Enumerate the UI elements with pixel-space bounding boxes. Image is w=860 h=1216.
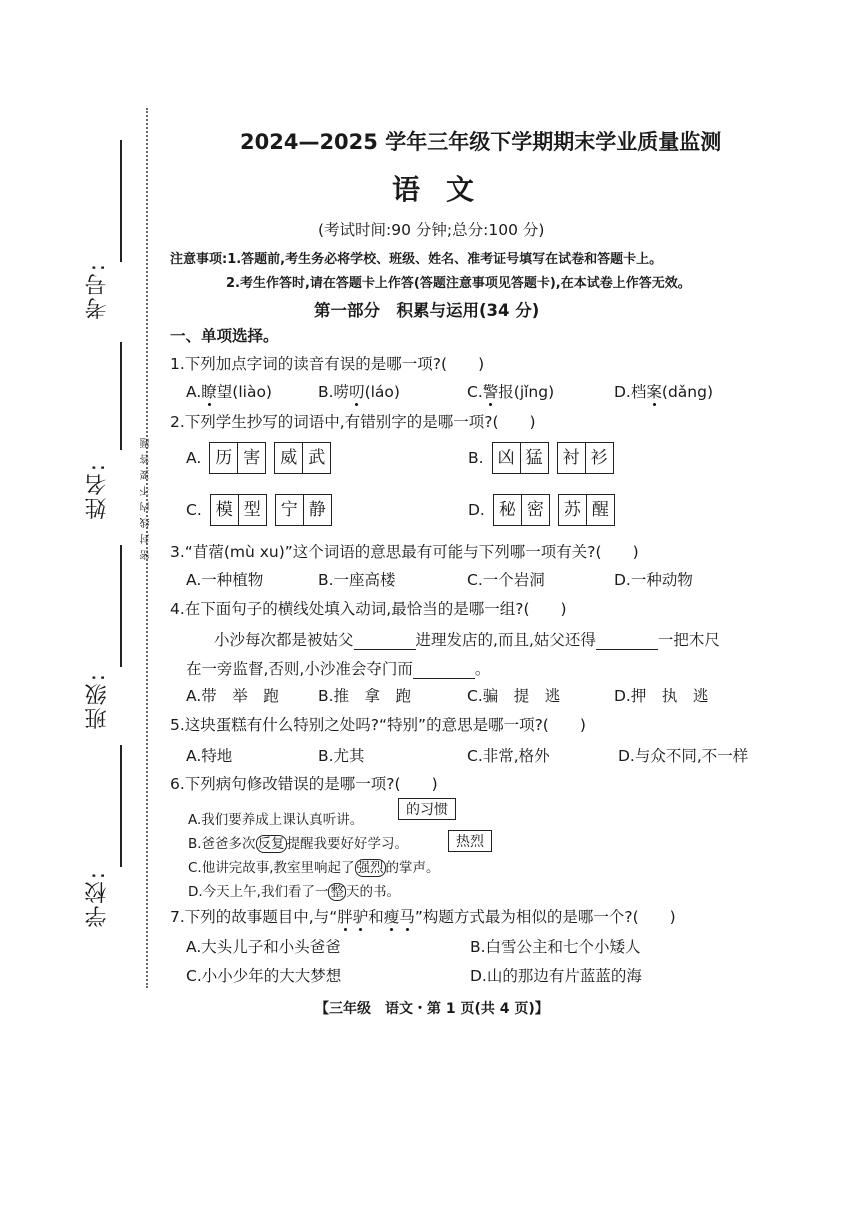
word-box: 宁 静 xyxy=(275,494,332,526)
q6-a-insert-box: 的习惯 xyxy=(398,798,456,820)
q6-option-a: A.我们要养成上课认真听讲。 xyxy=(188,812,364,828)
word-box: 模 型 xyxy=(210,494,267,526)
seal-line-text: 密封线内不要答题 xyxy=(141,432,152,560)
q3-option-c: C.一个岩洞 xyxy=(467,571,545,589)
name-label: 姓名: xyxy=(85,462,110,520)
q5-option-b: B.尤其 xyxy=(318,747,365,765)
word-box: 苏 醒 xyxy=(558,494,615,526)
notice-2: 2.考生作答时,请在答题卡上作答(答题注意事项见答题卡),在本试卷上作答无效。 xyxy=(226,276,691,291)
q3-option-b: B.一座高楼 xyxy=(318,571,396,589)
school-label: 学校: xyxy=(85,870,110,928)
word-box: 凶 猛 xyxy=(492,442,549,474)
question-6: 6.下列病句修改错误的是哪一项?( ) xyxy=(170,775,438,793)
question-4: 4.在下面句子的横线处填入动词,最恰当的是哪一组?( ) xyxy=(170,600,567,618)
class-line xyxy=(120,545,122,667)
exam-title: 2024—2025 学年三年级下学期期末学业质量监测 xyxy=(240,130,722,154)
blank xyxy=(354,631,416,650)
q7-option-a: A.大头儿子和小头爸爸 xyxy=(186,938,341,956)
q2-option-b: B. 凶 猛 衬 衫 xyxy=(468,442,614,474)
q2-option-c: C. 模 型 宁 静 xyxy=(186,494,332,526)
blank xyxy=(596,631,658,650)
q4-option-d: D.押 执 逃 xyxy=(614,687,709,705)
q1-option-c: C.警报(jǐng) xyxy=(467,383,555,401)
q1-option-b: B.唠叨(láo) xyxy=(318,383,400,401)
exam-no-label: 考号: xyxy=(85,262,110,320)
question-2: 2.下列学生抄写的词语中,有错别字的是哪一项?( ) xyxy=(170,413,536,431)
q4-option-b: B.推 拿 跑 xyxy=(318,687,412,705)
q6-option-b: B.爸爸多次 反复 提醒我要好好学习。 xyxy=(188,836,409,852)
word-box: 历 害 xyxy=(209,442,266,474)
school-line xyxy=(120,745,122,867)
q5-option-a: A.特地 xyxy=(186,747,233,765)
q3-option-a: A.一种植物 xyxy=(186,571,264,589)
q7-option-d: D.山的那边有片蓝蓝的海 xyxy=(470,967,642,985)
part-heading: 第一部分 积累与运用(34 分) xyxy=(314,301,540,320)
question-1: 1.下列加点字词的读音有误的是哪一项?( ) xyxy=(170,355,485,373)
class-label: 班级: xyxy=(85,672,110,730)
question-3: 3.“苜蓿(mù xu)”这个词语的意思最有可能与下列哪一项有关?( ) xyxy=(170,543,639,561)
question-7: 7.下列的故事题目中,与“胖驴和瘦马”构题方式最为相似的是哪一个?( ) xyxy=(170,908,676,926)
section-heading: 一、单项选择。 xyxy=(170,327,279,345)
name-line xyxy=(120,342,122,450)
q4-option-a: A.带 举 跑 xyxy=(186,687,279,705)
word-box: 威 武 xyxy=(274,442,331,474)
q3-option-d: D.一种动物 xyxy=(614,571,693,589)
word-box: 衬 衫 xyxy=(557,442,614,474)
exam-info: (考试时间:90 分钟;总分:100 分) xyxy=(318,221,545,239)
exam-no-line xyxy=(120,140,122,262)
page-footer: 【三年级 语文・第 1 页(共 4 页)】 xyxy=(315,1001,549,1017)
subject-title: 语文 xyxy=(392,173,501,206)
q1-option-a: A.瞭望(liào) xyxy=(186,383,272,401)
question-5: 5.这块蛋糕有什么特别之处吗?“特别”的意思是哪一项?( ) xyxy=(170,716,586,734)
q5-option-c: C.非常,格外 xyxy=(467,747,550,765)
q4-option-c: C.骗 提 逃 xyxy=(467,687,561,705)
q6-option-d: D.今天上午,我们看了一 整 天的书。 xyxy=(188,884,400,900)
q5-option-d: D.与众不同,不一样 xyxy=(618,747,749,765)
blank xyxy=(413,660,475,679)
q7-option-c: C.小小少年的大大梦想 xyxy=(186,967,342,985)
q6-option-c: C.他讲完故事,教室里响起了 强烈 的掌声。 xyxy=(188,860,440,876)
notice-1: 注意事项:1.答题前,考生务必将学校、班级、姓名、准考证号填写在试卷和答题卡上。 xyxy=(170,252,663,267)
q4-sentence-line-2: 在一旁监督,否则,小沙准会夺门而 。 xyxy=(186,660,491,678)
q7-option-b: B.白雪公主和七个小矮人 xyxy=(470,938,641,956)
q1-option-d: D.档案(dǎng) xyxy=(614,383,713,401)
word-box: 秘 密 xyxy=(493,494,550,526)
q6-b-replace-box: 热烈 xyxy=(448,830,492,852)
q2-option-d: D. 秘 密 苏 醒 xyxy=(468,494,615,526)
q2-option-a: A. 历 害 威 武 xyxy=(186,442,331,474)
q4-sentence-line-1: 小沙每次都是被姑父 进理发店的,而且,姑父还得 一把木尺 xyxy=(214,631,720,649)
